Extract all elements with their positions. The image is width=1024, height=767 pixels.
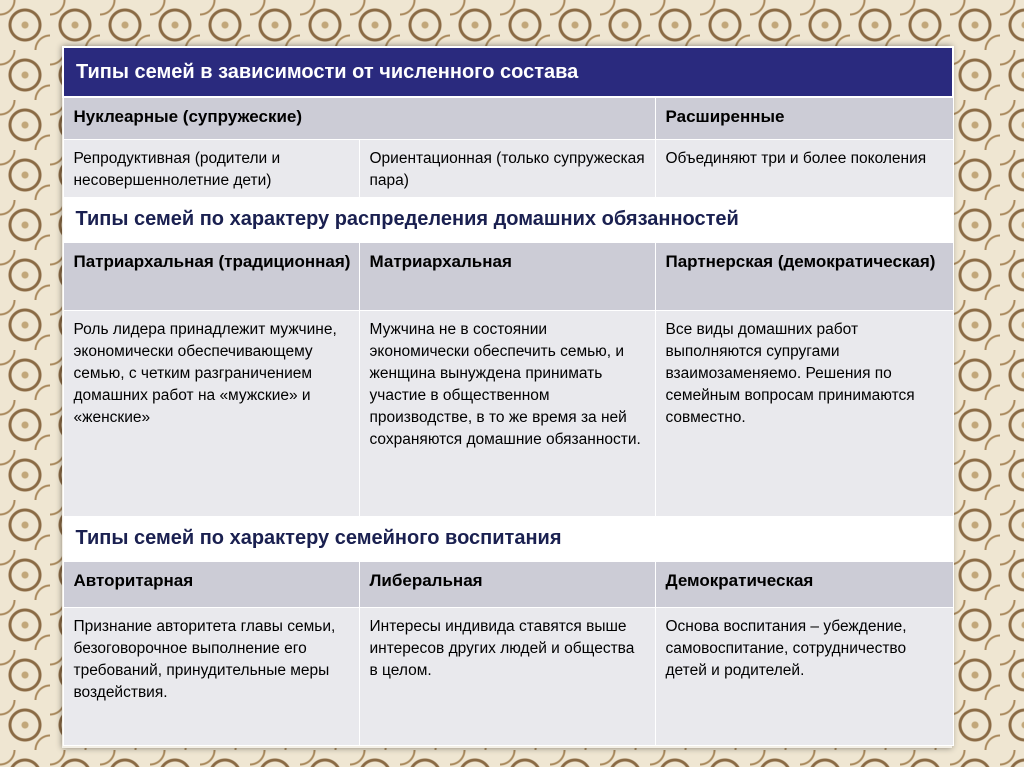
section1-cell-orientational: Ориентационная (только супружеская пара) [359, 139, 655, 197]
description-row [63, 310, 953, 516]
category-row [63, 97, 953, 139]
section3-cell-authoritarian: Признание авторитета главы семьи, безоговорочное выполнение его требований, принудительные меры воздействия. [63, 607, 359, 745]
section1-cell-reproductive: Репродуктивная (родители и несовершеннолетние дети) [63, 139, 359, 197]
section2-cell-patriarchal: Роль лидера принадлежит мужчине, экономически обеспечивающему семью, с четким разграничением домашних работ на «мужские» и «женские» [63, 310, 359, 516]
section2-title: Типы семей по характеру распределения домашних обязанностей [63, 197, 953, 242]
section1-title: Типы семей в зависимости от численного состава [63, 47, 953, 97]
section3-cell-democratic: Основа воспитания – убеждение, самовоспитание, сотрудничество детей и родителей. [655, 607, 953, 745]
section2-header-patriarchal: Патриархальная (традиционная) [63, 242, 359, 310]
section3-title: Типы семей по характеру семейного воспитания [63, 516, 953, 561]
section-title-row [63, 47, 953, 97]
section2-header-matriarchal: Матриархальная [359, 242, 655, 310]
category-row [63, 561, 953, 607]
section-title-row [63, 516, 953, 561]
slide-table-frame [62, 46, 952, 748]
section3-header-authoritarian: Авторитарная [63, 561, 359, 607]
section2-cell-partner: Все виды домашних работ выполняются супругами взаимозаменяемо. Решения по семейным вопросам принимаются совместно. [655, 310, 953, 516]
section3-cell-liberal: Интересы индивида ставятся выше интересов других людей и общества в целом. [359, 607, 655, 745]
family-types-table [62, 46, 954, 746]
description-row [63, 607, 953, 745]
section3-header-democratic: Демократическая [655, 561, 953, 607]
category-row [63, 242, 953, 310]
section3-header-liberal: Либеральная [359, 561, 655, 607]
section1-header-nuclear: Нуклеарные (супружеские) [63, 97, 655, 139]
section1-cell-extended: Объединяют три и более поколения [655, 139, 953, 197]
section2-header-partner: Партнерская (демократическая) [655, 242, 953, 310]
section-title-row [63, 197, 953, 242]
description-row [63, 139, 953, 197]
section1-header-extended: Расширенные [655, 97, 953, 139]
section2-cell-matriarchal: Мужчина не в состоянии экономически обеспечить семью, и женщина вынуждена принимать участие в общественном производстве, в то же время за ней сохраняются домашние обязанности. [359, 310, 655, 516]
